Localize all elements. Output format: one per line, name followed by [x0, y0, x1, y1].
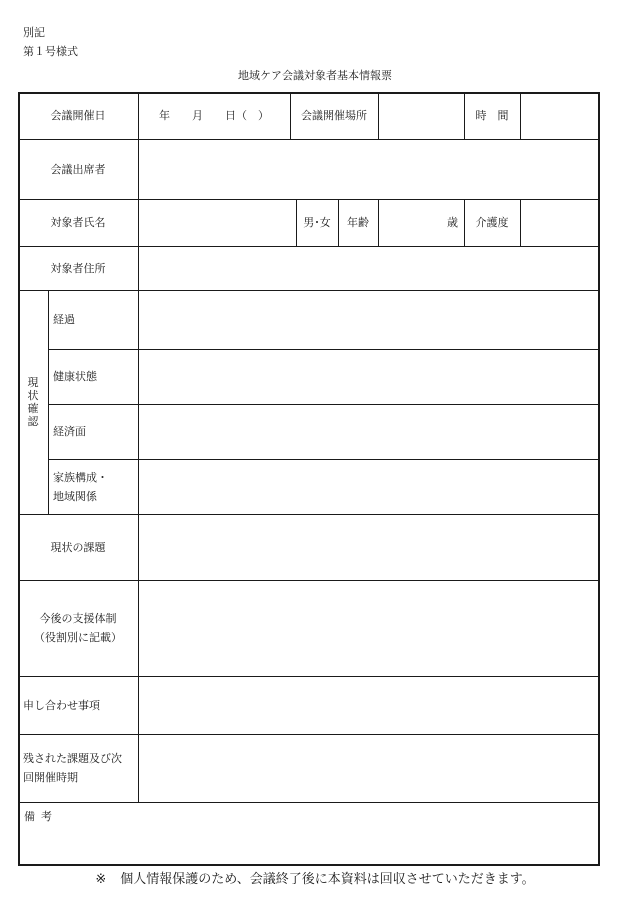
form-rule-line — [598, 92, 600, 866]
form-rule-line — [18, 92, 600, 94]
form-rule-line — [520, 92, 521, 139]
care-level-label: 介護度 — [475, 216, 509, 229]
sex-selector[interactable]: 男･女 — [303, 216, 331, 229]
footnote-text: 個人情報保護のため、会議終了後に本資料は回収させていただきます。 — [120, 872, 535, 887]
form-number: 第１号様式 — [23, 45, 78, 58]
subject-address-label: 対象者住所 — [50, 261, 106, 275]
reference-mark: ※ — [95, 872, 107, 887]
form-rule-line — [18, 802, 600, 803]
form-rule-line — [18, 290, 600, 291]
current-issues-label: 現状の課題 — [50, 540, 106, 554]
vertical-char: 現 — [27, 376, 39, 389]
support-system-field[interactable] — [138, 580, 600, 676]
form-rule-line — [18, 734, 600, 735]
meeting-date-field[interactable]: 年 月 日（ ） — [159, 109, 269, 122]
vertical-char: 状 — [27, 389, 39, 402]
subject-name-label: 対象者氏名 — [50, 216, 106, 229]
agreed-items-field[interactable] — [138, 676, 600, 734]
remaining-issues-label: 残された課題及び次 回開催時期 — [23, 752, 122, 784]
form-rule-line — [48, 349, 600, 350]
annex-label: 別記 — [23, 26, 45, 39]
meeting-date-label: 会議開催日 — [50, 109, 106, 122]
finance-field[interactable] — [138, 404, 600, 459]
remaining-issues-field[interactable] — [138, 734, 600, 802]
form-rule-line — [464, 92, 465, 139]
form-rule-line — [378, 199, 379, 246]
vertical-char: 確 — [27, 402, 39, 415]
form-rule-line — [338, 199, 339, 246]
form-rule-line — [520, 199, 521, 246]
form-rule-line — [18, 199, 600, 200]
form-rule-line — [18, 514, 600, 515]
health-label: 健康状態 — [53, 370, 97, 383]
subject-name-field[interactable] — [138, 199, 296, 246]
form-rule-line — [48, 404, 600, 405]
form-rule-line — [138, 92, 139, 802]
annex-header — [23, 23, 78, 61]
family-community-field[interactable] — [138, 459, 600, 514]
form-rule-line — [290, 92, 291, 139]
vertical-char: 認 — [27, 415, 39, 428]
form-title: 地域ケア会議対象者基本情報票 — [238, 69, 392, 82]
agreed-items-label: 申し合わせ事項 — [23, 698, 100, 712]
support-system-label: 今後の支援体制 （役割別に記載） — [34, 612, 122, 644]
remarks-label: 備考 — [24, 810, 58, 823]
age-unit: 歳 — [447, 216, 458, 229]
current-issues-field[interactable] — [138, 514, 600, 580]
form-rule-line — [378, 92, 379, 139]
age-label: 年齢 — [347, 216, 369, 229]
form-rule-line — [296, 199, 297, 246]
attendees-label: 会議出席者 — [50, 162, 106, 176]
remarks-field[interactable] — [18, 802, 600, 866]
finance-label: 経済面 — [53, 425, 86, 438]
form-rule-line — [48, 459, 600, 460]
info-form-table — [18, 92, 600, 866]
meeting-place-label: 会議開催場所 — [301, 109, 367, 122]
meeting-time-label: 時 間 — [475, 109, 509, 122]
form-rule-line — [18, 676, 600, 677]
progress-label: 経過 — [53, 313, 75, 326]
current-status-vertical-label — [18, 290, 48, 514]
meeting-time-field[interactable] — [520, 92, 600, 139]
form-rule-line — [18, 580, 600, 581]
care-level-field[interactable] — [520, 199, 600, 246]
form-rule-line — [464, 199, 465, 246]
health-field[interactable] — [138, 349, 600, 404]
form-rule-line — [48, 290, 49, 514]
form-rule-line — [18, 139, 600, 140]
form-rule-line — [18, 246, 600, 247]
meeting-place-field[interactable] — [378, 92, 464, 139]
form-rule-line — [18, 92, 20, 866]
subject-address-field[interactable] — [138, 246, 600, 290]
form-rule-line — [18, 864, 600, 866]
privacy-footnote — [0, 868, 630, 887]
progress-field[interactable] — [138, 290, 600, 349]
family-community-label: 家族構成・ 地域関係 — [53, 470, 108, 503]
attendees-field[interactable] — [138, 139, 600, 199]
